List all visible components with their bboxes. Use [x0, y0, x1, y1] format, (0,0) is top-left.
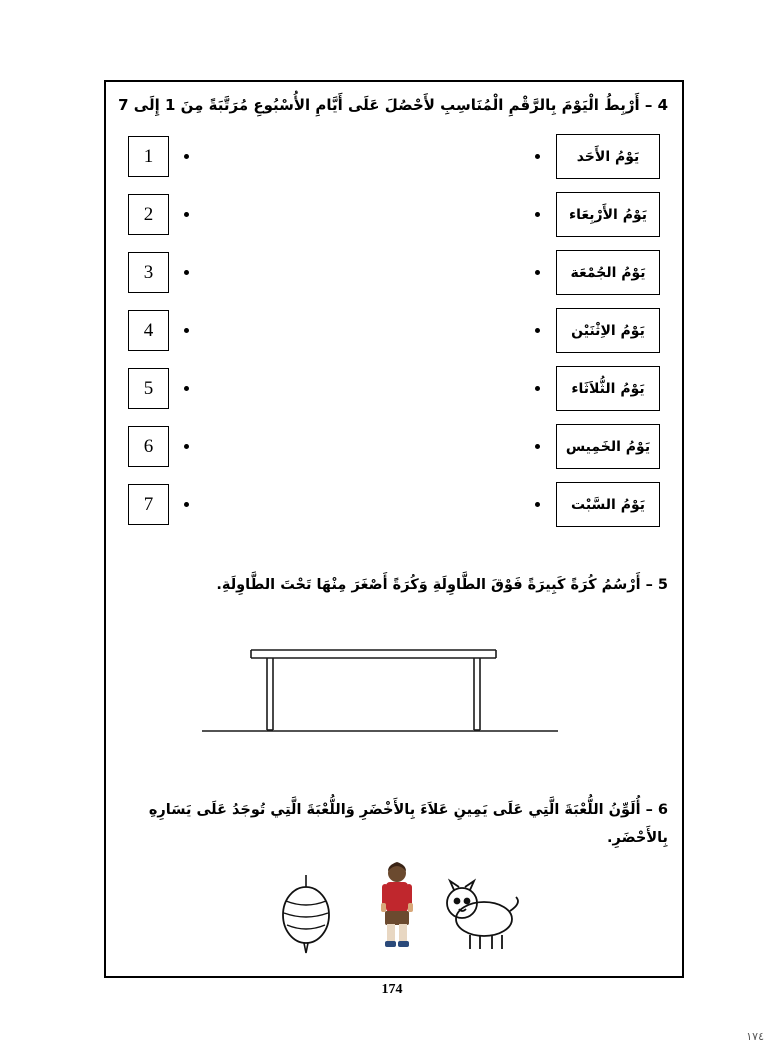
- day-box-tuesday[interactable]: يَوْمُ الثُّلاَثَاء: [556, 366, 660, 411]
- number-row: [128, 192, 288, 250]
- day-box-saturday[interactable]: يَوْمُ السَّبْت: [556, 482, 660, 527]
- page-number: 174: [381, 982, 403, 997]
- connector-dot[interactable]: [184, 502, 189, 507]
- toy-dog: [447, 881, 518, 949]
- number-row: [128, 424, 288, 482]
- number-row: [128, 134, 288, 192]
- boy-alaa: [381, 862, 413, 947]
- number-row: [128, 308, 288, 366]
- number-box-5[interactable]: 5: [128, 368, 169, 409]
- number-box-3[interactable]: 3: [128, 252, 169, 293]
- day-box-wednesday[interactable]: يَوْمُ الأَرْبِعَاء: [556, 192, 660, 237]
- day-row: [440, 134, 660, 192]
- day-row: [440, 482, 660, 540]
- table-line-drawing: [106, 622, 682, 752]
- content-frame: [104, 80, 684, 978]
- exercise4-instruction: 4 – أَرْبِطُ الْيَوْمَ بِالرَّقْمِ الْمُنَاسِبِ لأَحْصُلَ عَلَى أَيَّامِ الأُسْبُوعِ مُرَتَّبَةً مِنَ 1 إِلَى 7: [118, 96, 668, 114]
- exercise5-instruction: 5 – أَرْسُمُ كُرَةً كَبِيرَةً فَوْقَ الطَّاوِلَةِ وَكُرَةً أَصْغَرَ مِنْهَا تَحْتَ الطَّاوِلَةِ.: [216, 577, 668, 593]
- connector-dot[interactable]: [184, 154, 189, 159]
- day-box-monday[interactable]: يَوْمُ الاِثْنَيْن: [556, 308, 660, 353]
- number-row: [128, 482, 288, 540]
- connector-dot[interactable]: [184, 328, 189, 333]
- number-box-6[interactable]: 6: [128, 426, 169, 467]
- connector-dot[interactable]: [184, 444, 189, 449]
- day-box-sunday[interactable]: يَوْمُ الأَحَد: [556, 134, 660, 179]
- connector-dot[interactable]: [535, 386, 540, 391]
- day-row: [440, 250, 660, 308]
- connector-dot[interactable]: [535, 444, 540, 449]
- exercise6-instruction: 6 – أُلَوِّنُ اللُّعْبَةَ الَّتِي عَلَى يَمِينِ عَلاَءَ بِالأَخْضَرِ وَاللُّعْبَةَ الَّتِي تُوجَدُ عَلَى يَسَارِهِ بِالأَحْضَرِ.: [148, 802, 668, 846]
- number-row: [128, 366, 288, 424]
- connector-dot[interactable]: [535, 270, 540, 275]
- number-column: [128, 134, 288, 540]
- day-row: [440, 308, 660, 366]
- day-row: [440, 192, 660, 250]
- day-box-thursday[interactable]: يَوْمُ الخَمِيس: [556, 424, 660, 469]
- connector-dot[interactable]: [535, 502, 540, 507]
- exercise6-figure-group: [266, 857, 531, 962]
- day-column: [440, 134, 660, 540]
- connector-dot[interactable]: [184, 386, 189, 391]
- connector-dot[interactable]: [535, 328, 540, 333]
- connector-dot[interactable]: [535, 212, 540, 217]
- number-box-1[interactable]: 1: [128, 136, 169, 177]
- number-row: [128, 250, 288, 308]
- day-row: [440, 366, 660, 424]
- corner-page-mark: ١٧٤: [746, 1030, 764, 1043]
- exercise4-matching-area: [106, 134, 682, 534]
- connector-dot[interactable]: [184, 212, 189, 217]
- day-row: [440, 424, 660, 482]
- connector-dot[interactable]: [184, 270, 189, 275]
- number-box-2[interactable]: 2: [128, 194, 169, 235]
- number-box-7[interactable]: 7: [128, 484, 169, 525]
- spinning-top-toy: [283, 875, 329, 953]
- connector-dot[interactable]: [535, 154, 540, 159]
- day-box-friday[interactable]: يَوْمُ الجُمْعَة: [556, 250, 660, 295]
- number-box-4[interactable]: 4: [128, 310, 169, 351]
